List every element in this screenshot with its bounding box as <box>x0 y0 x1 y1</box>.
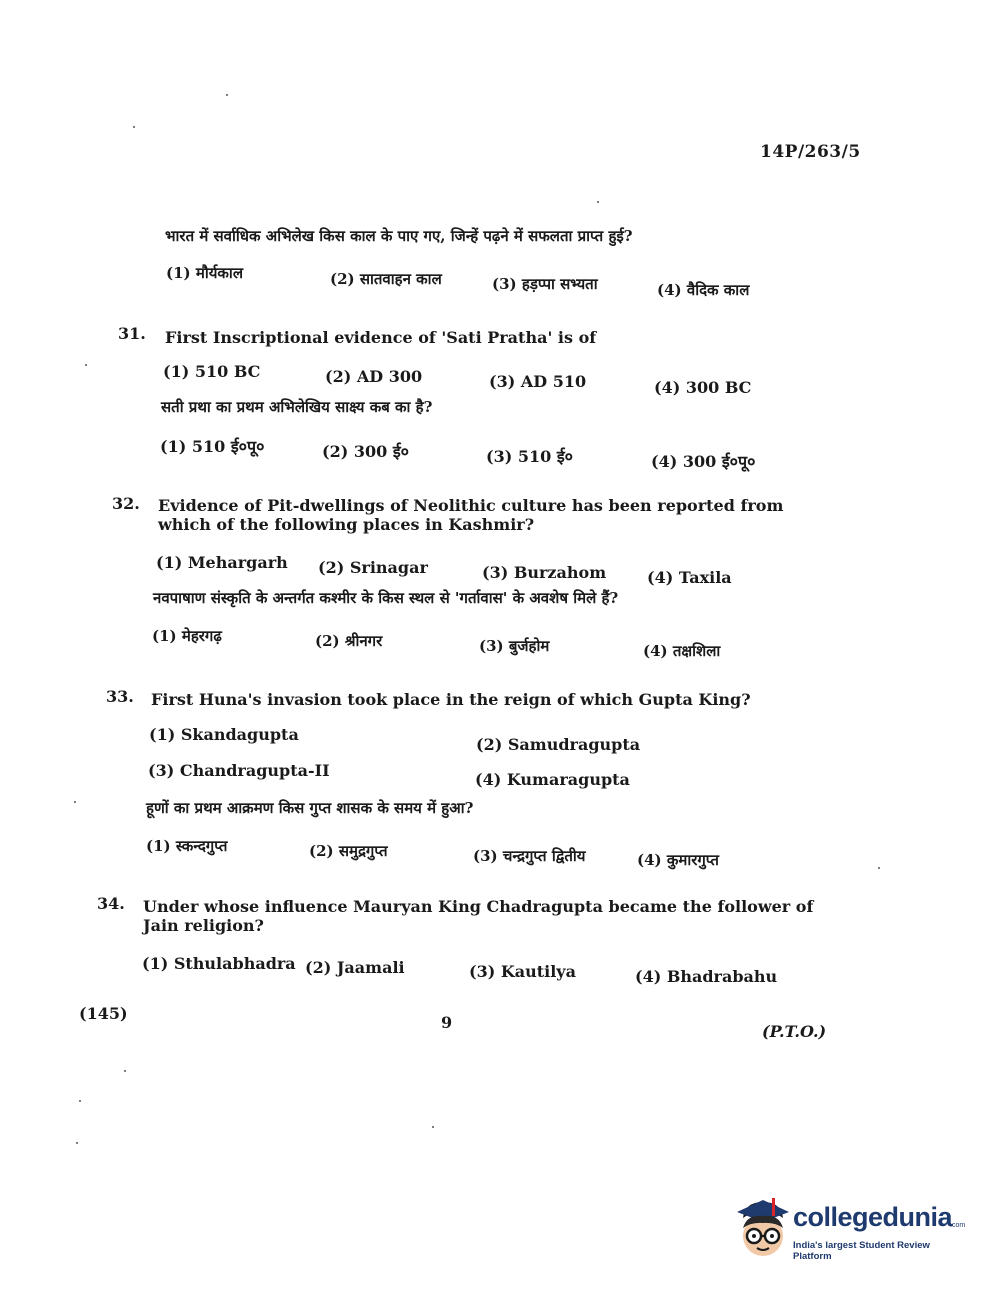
q33-option-4-hi: (4) कुमारगुप्त <box>637 851 719 869</box>
q32-option-2-hi: (2) श्रीनगर <box>315 632 383 650</box>
q33-option-2-hi: (2) समुद्रगुप्त <box>309 842 388 860</box>
scan-speck <box>76 1142 78 1144</box>
q34-number: 34. <box>97 894 125 913</box>
brand-name: collegedunia <box>793 1202 953 1232</box>
q33-option-3-en: (3) Chandragupta-II <box>148 761 330 780</box>
q32-option-1-en: (1) Mehargarh <box>156 553 288 572</box>
page-number: 9 <box>441 1013 453 1032</box>
q32-number: 32. <box>112 494 140 513</box>
q33-question-hi: हूणों का प्रथम आक्रमण किस गुप्त शासक के समय में हुआ? <box>146 799 474 817</box>
q30-option-2-hi: (2) सातवाहन काल <box>330 270 442 288</box>
q31-question-en: First Inscriptional evidence of 'Sati Pratha' is of <box>165 328 597 347</box>
q34-question-en: Under whose influence Mauryan King Chadragupta became the follower of Jain religion? <box>143 897 814 935</box>
footer-code: (145) <box>79 1004 128 1023</box>
q34-option-2-en: (2) Jaamali <box>305 958 405 977</box>
q32-option-3-en: (3) Burzahom <box>482 563 607 582</box>
q33-option-4-en: (4) Kumaragupta <box>475 770 630 789</box>
q30-option-3-hi: (3) हड़प्पा सभ्यता <box>492 275 598 293</box>
scan-speck <box>597 201 599 203</box>
q30-option-4-hi: (4) वैदिक काल <box>657 281 750 299</box>
scan-speck <box>878 867 880 869</box>
q33-option-1-en: (1) Skandagupta <box>149 725 299 744</box>
q33-option-2-en: (2) Samudragupta <box>476 735 641 754</box>
scan-speck <box>432 1126 434 1128</box>
q31-question-hi: सती प्रथा का प्रथम अभिलेखिय साक्ष्य कब का है? <box>161 398 433 416</box>
q33-option-1-hi: (1) स्कन्दगुप्त <box>146 837 228 855</box>
q34-option-3-en: (3) Kautilya <box>469 962 576 981</box>
q32-question-hi: नवपाषाण संस्कृति के अन्तर्गत कश्मीर के किस स्थल से 'गर्तावास' के अवशेष मिले हैं? <box>153 589 619 607</box>
q32-option-4-hi: (4) तक्षशिला <box>643 642 721 660</box>
q32-option-3-hi: (3) बुर्जहोम <box>479 637 550 655</box>
q31-option-2-en: (2) AD 300 <box>325 367 423 386</box>
q31-option-1-en: (1) 510 BC <box>163 362 261 381</box>
q32-option-1-hi: (1) मेहरगढ़ <box>152 627 222 645</box>
scan-speck <box>79 1100 81 1102</box>
q33-number: 33. <box>106 687 134 706</box>
collegedunia-watermark <box>735 1196 966 1266</box>
brand-suffix: .com <box>950 1222 966 1229</box>
q31-option-4-hi: (4) 300 ई०पू० <box>651 452 756 471</box>
brand-tagline: India's largest Student Review Platform <box>793 1240 930 1262</box>
q34-option-1-en: (1) Sthulabhadra <box>142 954 296 973</box>
q30-question-hi: भारत में सर्वाधिक अभिलेख किस काल के पाए गए, जिन्हें पढ़ने में सफलता प्राप्त हुई? <box>165 227 633 245</box>
q34-option-4-en: (4) Bhadrabahu <box>635 967 778 986</box>
scan-speck <box>74 801 76 803</box>
q31-option-4-en: (4) 300 BC <box>654 378 752 397</box>
pto-label: (P.T.O.) <box>762 1022 827 1041</box>
scan-speck <box>133 126 135 128</box>
q31-option-3-hi: (3) 510 ई० <box>486 447 573 466</box>
q31-number: 31. <box>118 324 146 343</box>
scan-speck <box>85 364 87 366</box>
q32-option-2-en: (2) Srinagar <box>318 558 428 577</box>
scan-speck <box>226 94 228 96</box>
q31-option-2-hi: (2) 300 ई० <box>322 442 409 461</box>
mascot-icon <box>735 1196 791 1262</box>
paper-code: 14P/263/5 <box>760 142 861 162</box>
q32-question-en: Evidence of Pit-dwellings of Neolithic culture has been reported from which of the following places in Kashmir? <box>158 496 784 534</box>
q30-option-1-hi: (1) मौर्यकाल <box>166 264 243 282</box>
scan-speck <box>124 1070 126 1072</box>
q31-option-3-en: (3) AD 510 <box>489 372 587 391</box>
q33-question-en: First Huna's invasion took place in the reign of which Gupta King? <box>151 690 751 709</box>
q31-option-1-hi: (1) 510 ई०पू० <box>160 437 265 456</box>
q32-option-4-en: (4) Taxila <box>647 568 732 587</box>
q33-option-3-hi: (3) चन्द्रगुप्त द्वितीय <box>473 847 586 865</box>
